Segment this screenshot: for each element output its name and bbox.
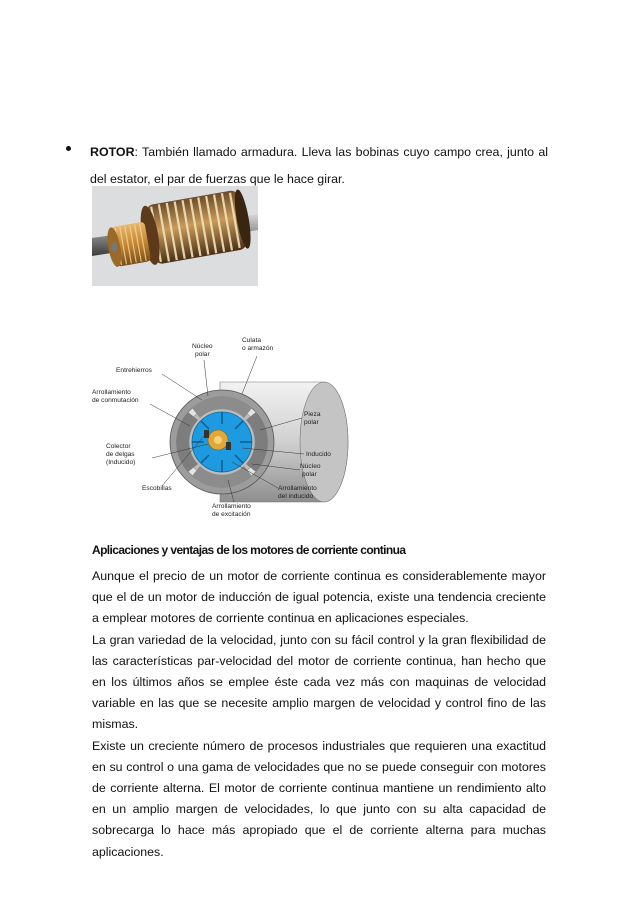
paragraph-2: La gran variedad de la velocidad, junto con su fácil control y la gran flexibilidad de las características par-velocidad del motor de corriente continua, han hecho que en los últimos años se emplee éste cada vez más con maquinas de velocidad variable en las que se necesite amplio margen de velocidad y control fino de las mismas.: [92, 632, 546, 732]
label-arrollamiento-excitacion-1: Arrollamiento: [212, 503, 251, 510]
label-arrollamiento-conmutacion-2: de conmutación: [92, 397, 139, 404]
section-title: Aplicaciones y ventajas de los motores de corriente continua: [92, 543, 406, 557]
label-inducido: Inducido: [306, 451, 331, 458]
label-colector-1: Colector: [106, 443, 131, 450]
label-escobillas: Escobillas: [142, 485, 172, 492]
rotor-paragraph: [90, 139, 548, 193]
label-nucleo-polar-bottom-1: Núcleo: [300, 463, 321, 470]
rotor-term: ROTOR: [90, 145, 135, 159]
label-pieza-polar-1: Pieza: [304, 411, 321, 418]
rotor-photo: [92, 186, 258, 286]
section-body: [92, 566, 546, 863]
bullet-icon: [66, 146, 71, 151]
label-arrollamiento-inducido-1: Arrollamiento: [278, 485, 317, 492]
label-pieza-polar-2: polar: [304, 419, 319, 426]
label-arrollamiento-conmutacion-1: Arrollamiento: [92, 389, 131, 396]
label-nucleo-polar-top-2: polar: [195, 351, 210, 358]
rotor-description: : También llamado armadura. Lleva las bobinas cuyo campo crea, junto al del estator, el par de fuerzas que le hace girar.: [90, 145, 548, 186]
paragraph-1: Aunque el precio de un motor de corriente continua es considerablemente mayor que el de un motor de inducción de igual potencia, existe una tendencia creciente a emplear motores de corriente continua en aplicaciones especiales.: [92, 569, 546, 626]
label-nucleo-polar-top-1: Núcleo: [192, 343, 213, 350]
label-entrehierros: Entrehierros: [116, 367, 152, 374]
paragraph-3: Existe un creciente número de procesos industriales que requieren una exactitud en su control o una gama de velocidades que no se puede conseguir con motores de corriente alterna. El motor de corriente continua mantiene un rendimiento alto en un amplio margen de velocidades, lo que junto con su alta capacidad de sobrecarga lo hace más apropiado que el de corriente alterna para muchas aplicaciones.: [92, 738, 546, 859]
label-colector-3: (Inducido): [106, 459, 136, 466]
label-arrollamiento-excitacion-2: de excitación: [212, 511, 251, 518]
label-nucleo-polar-bottom-2: polar: [302, 471, 317, 478]
label-culata: Culata: [242, 337, 262, 344]
label-carcasa: o armazón: [242, 345, 274, 352]
label-colector-2: de delgas: [106, 451, 135, 458]
label-arrollamiento-inducido-2: del inducido: [278, 493, 314, 500]
dc-motor-diagram: [92, 330, 372, 525]
